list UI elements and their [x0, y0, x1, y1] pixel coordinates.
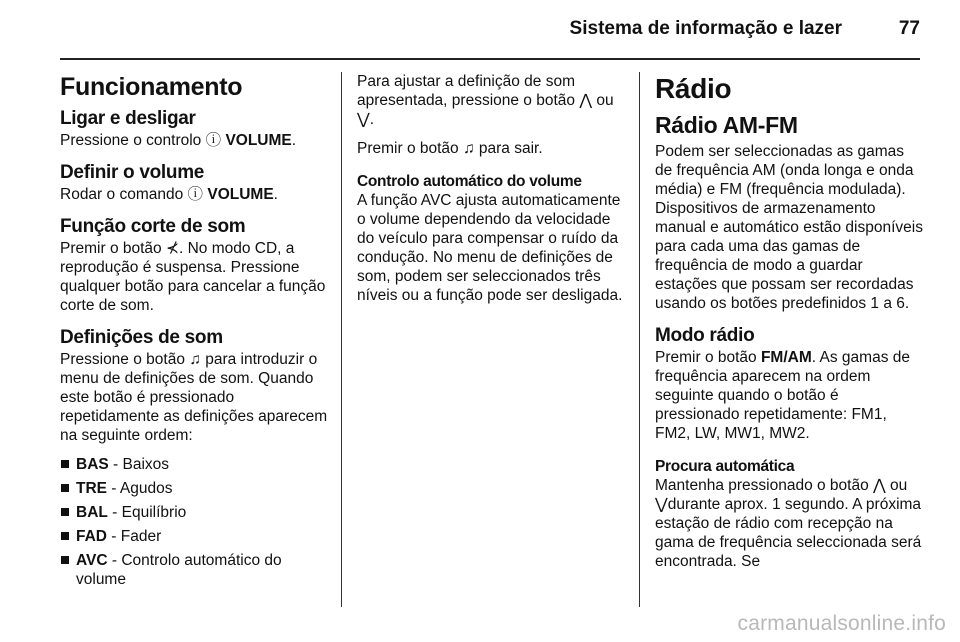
chevron-up-icon: ⋀: [873, 477, 886, 494]
chevron-down-icon: ⋁: [357, 111, 370, 128]
paragraph-corte-som: Premir o botão ⊀. No modo CD, a reprodução é suspensa. Pressione qualquer botão para cancelar a função corte de som.: [60, 240, 326, 314]
section-title-funcionamento: Funcionamento: [60, 73, 243, 101]
paragraph-radio-am-fm: Podem ser seleccionadas as gamas de frequência AM (onda longa e onda média) e FM (frequência modulada). Dispositivos de armazenamento manual e automático estão disponíveis para cada uma das gamas de frequência de modo a guardar estações que possam ser recordadas usando os botões predefinidos 1 a 6.: [655, 143, 923, 312]
column-3: [655, 72, 925, 571]
fm-am-key: FM/AM: [760, 349, 812, 366]
music-note-icon: ♫: [189, 351, 201, 368]
music-note-icon: ♫: [462, 140, 475, 157]
mute-icon: ⊀: [165, 240, 179, 257]
column-1: [60, 72, 328, 594]
page-header: [60, 0, 920, 60]
list-item: BAS - Baixos: [60, 455, 328, 474]
paragraph-avc: A função AVC ajusta automaticamente o volume dependendo da velocidade do veículo para compensar o ruído da condução. No menu de definições de som, podem ser seleccionados três níveis ou a função pode ser desligada.: [357, 192, 623, 304]
watermark: carmanualsonline.info: [737, 612, 946, 635]
heading-modo-radio: Modo rádio: [655, 325, 755, 346]
chevron-up-icon: ⋀: [579, 92, 593, 109]
heading-definicoes-som: Definições de som: [60, 327, 223, 348]
sound-settings-list: [60, 455, 328, 589]
section-title-radio: Rádio: [655, 73, 732, 104]
column-divider-2: [639, 72, 640, 607]
page-number: 77: [898, 18, 920, 39]
paragraph-modo-radio: Premir o botão FM/AM. As gamas de frequência aparecem na ordem seguinte quando o botão é pressionado repetidamente: FM1, FM2, LW, MW1, MW2.: [655, 349, 910, 442]
list-item: AVC - Controlo automático do volume: [60, 551, 328, 589]
heading-avc: Controlo automático do volume: [357, 173, 582, 190]
heading-radio-am-fm: Rádio AM-FM: [655, 112, 798, 138]
power-knob-icon: ⓘ: [187, 186, 204, 203]
volume-key: VOLUME: [225, 132, 292, 149]
column-divider-1: [341, 72, 342, 607]
paragraph-sair: Premir o botão ♫ para sair.: [357, 140, 543, 157]
heading-definir-volume: Definir o volume: [60, 162, 205, 183]
volume-key: VOLUME: [207, 186, 274, 203]
paragraph-ligar: Pressione o controlo ⓘ VOLUME.: [60, 132, 297, 149]
paragraph-procura-automatica: Mantenha pressionado o botão ⋀ ou ⋁durante aprox. 1 segundo. A próxima estação de rádio com recepção na gama de frequência seleccionada será encontrada. Se: [655, 477, 922, 570]
paragraph-definir-volume: Rodar o comando ⓘ VOLUME.: [60, 186, 278, 203]
chevron-down-icon: ⋁: [655, 496, 668, 513]
header-title: Sistema de informação e lazer: [569, 18, 842, 39]
list-item: FAD - Fader: [60, 527, 328, 546]
list-item: BAL - Equilíbrio: [60, 503, 328, 522]
heading-ligar: Ligar e desligar: [60, 108, 196, 129]
heading-corte-som: Função corte de som: [60, 216, 246, 237]
paragraph-ajustar: Para ajustar a definição de som apresentada, pressione o botão ⋀ ou ⋁.: [357, 73, 614, 128]
paragraph-definicoes-som: Pressione o botão ♫ para introduzir o menu de definições de som. Quando este botão é pressionado repetidamente as definições aparecem na seguinte ordem:: [60, 351, 328, 444]
power-knob-icon: ⓘ: [205, 132, 222, 149]
column-2: [357, 72, 627, 305]
list-item: TRE - Agudos: [60, 479, 328, 498]
heading-procura-automatica: Procura automática: [655, 458, 795, 475]
